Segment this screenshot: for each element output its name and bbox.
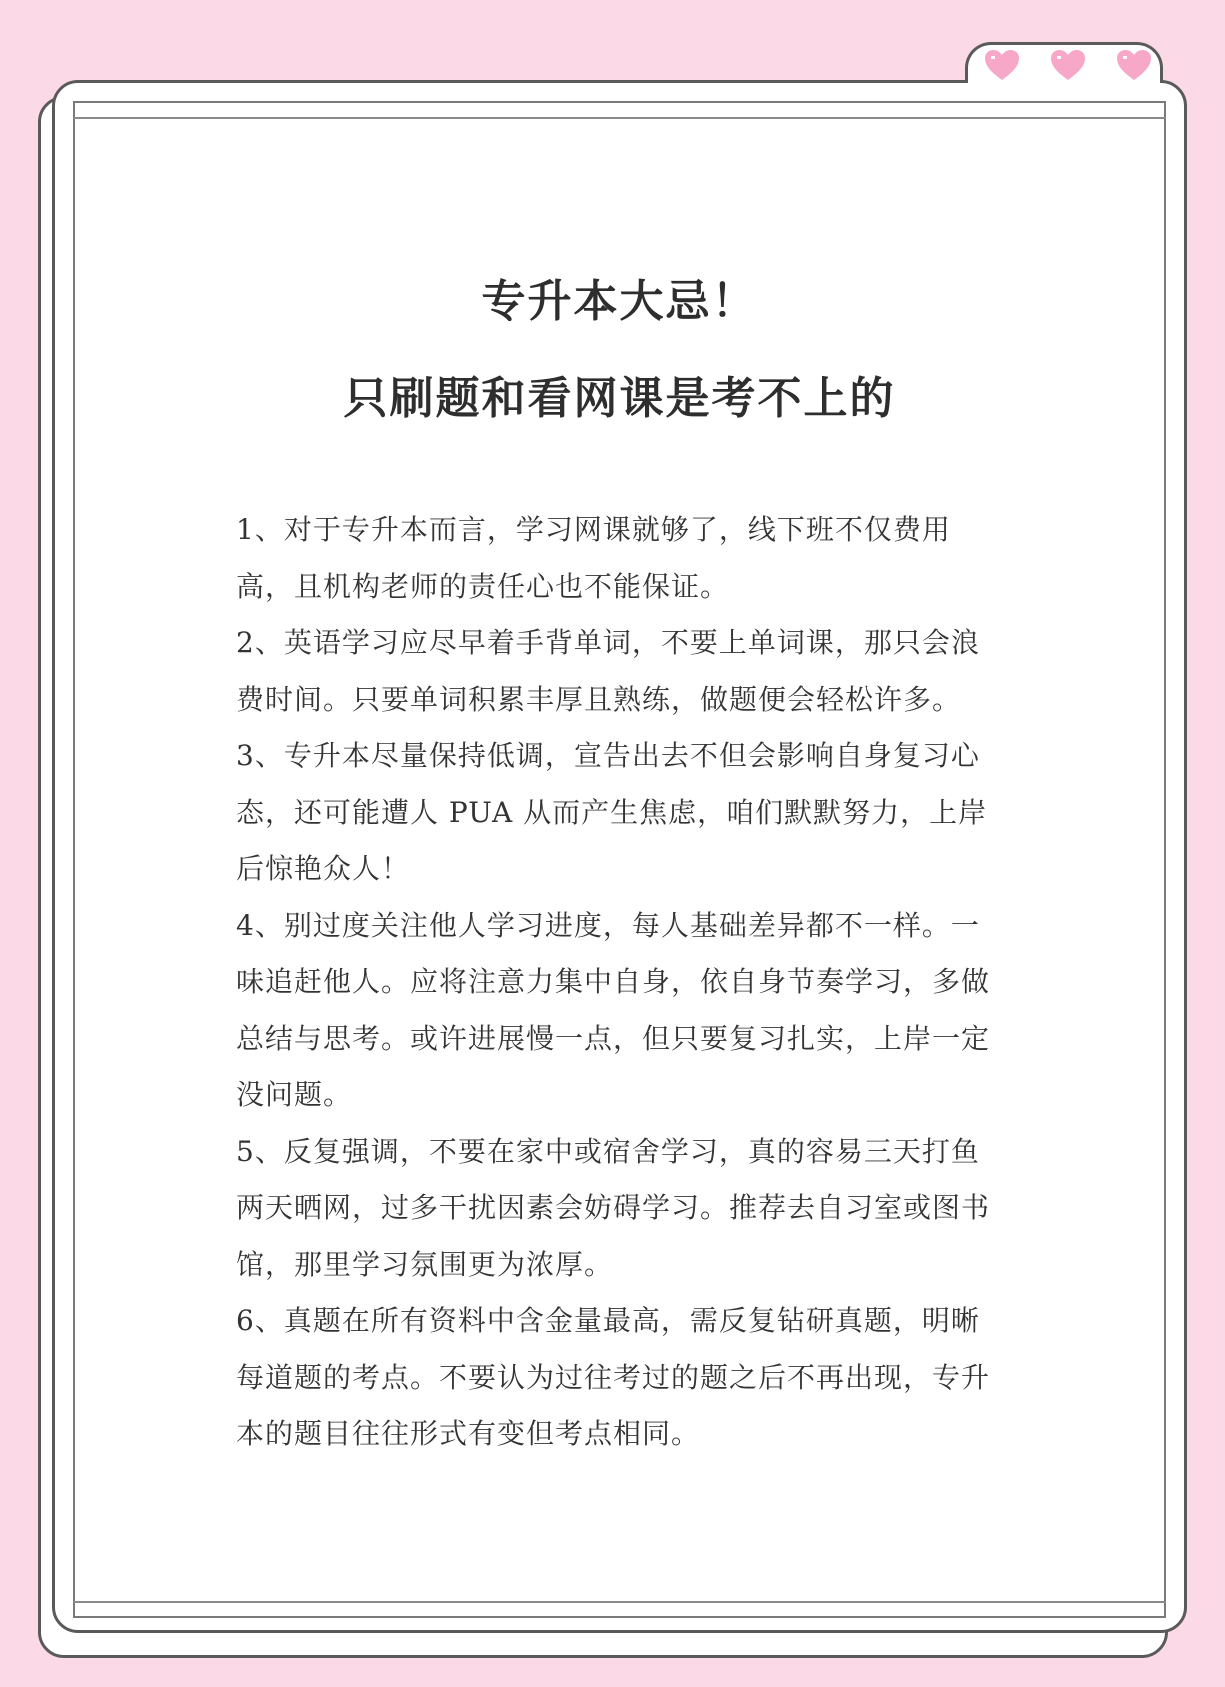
tip-item: 6、真题在所有资料中含金量最高，需反复钻研真题，明晰每道题的考点。不要认为过往考过的题之后不再出现，专升本的题目往往形式有变但考点相同。: [236, 1304, 991, 1450]
heart-icon: [983, 48, 1021, 82]
tip-item: 3、专升本尽量保持低调，宣告出去不但会影响自身复习心态，还可能遭人 PUA 从而产生焦虑，咱们默默努力，上岸后惊艳众人！: [236, 739, 988, 885]
panel-top-rule: [73, 117, 1166, 119]
tip-item: 4、别过度关注他人学习进度，每人基础差异都不一样。一味追赶他人。应将注意力集中自身，依自身节奏学习，多做总结与思考。或许进展慢一点，但只要复习扎实，上岸一定没问题。: [236, 908, 991, 1111]
tip-item: 2、英语学习应尽早着手背单词，不要上单词课，那只会浪费时间。只要单词积累丰厚且熟练，做题便会轻松许多。: [236, 626, 980, 716]
heart-icon: [1049, 48, 1087, 82]
heart-icon: [1115, 48, 1153, 82]
panel-bottom-rule: [73, 1601, 1166, 1603]
page-subtitle: 只刷题和看网课是考不上的: [343, 373, 896, 424]
tip-item: 1、对于专升本而言，学习网课就够了，线下班不仅费用高，且机构老师的责任心也不能保证。: [236, 513, 951, 603]
tips-list: [236, 502, 1006, 1463]
page-title: 专升本大忌！: [481, 276, 758, 327]
tip-item: 5、反复强调，不要在家中或宿舍学习，真的容易三天打鱼两天晒网，过多干扰因素会妨碍学习。推荐去自习室或图书馆，那里学习氛围更为浓厚。: [236, 1134, 991, 1281]
hearts-decoration: [983, 48, 1153, 88]
